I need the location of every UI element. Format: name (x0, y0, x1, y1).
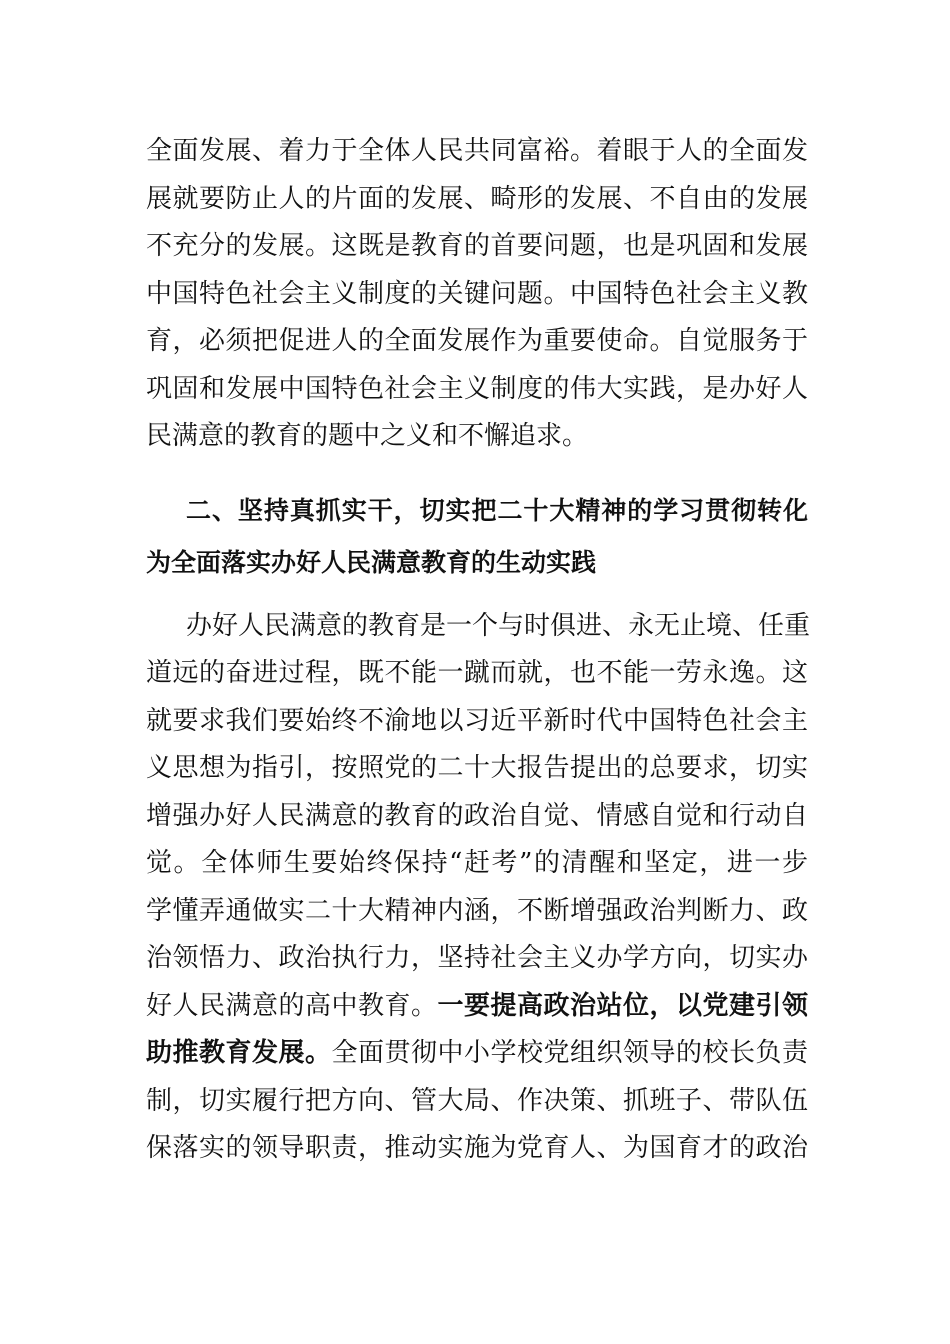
text-line: 保落实的领导职责，推动实施为党育人、为国育才的政治 (146, 1133, 808, 1163)
text-line: 巩固和发展中国特色社会主义制度的伟大实践，是办好人 (146, 373, 808, 404)
text-line: 觉。全体师生要始终保持“赶考”的清醒和坚定，进一步 (146, 848, 808, 878)
heading-line: 为全面落实办好人民满意教育的生动实践 (146, 547, 597, 577)
text-line: 中国特色社会主义制度的关键问题。中国特色社会主义教 (146, 278, 808, 309)
text-line: 育，必须把促进人的全面发展作为重要使命。自觉服务于 (146, 326, 808, 356)
text-line: 民满意的教育的题中之义和不懈追求。 (146, 421, 589, 451)
document-body (146, 128, 811, 1173)
paragraph-spacer (146, 461, 808, 485)
text-line: 就要求我们要始终不渝地以习近平新时代中国特色社会主 (146, 705, 808, 736)
section-heading (146, 485, 808, 589)
text-line: 展就要防止人的片面的发展、畸形的发展、不自由的发展 (146, 183, 808, 214)
bold-emphasis-text: 助推教育发展。 (146, 1038, 332, 1068)
text-line: 义思想为指引，按照党的二十大报告提出的总要求，切实 (146, 753, 808, 783)
heading-line: 二、坚持真抓实干，切实把二十大精神的学习贯彻转化 (186, 495, 808, 525)
plain-text: 全面贯彻中小学校党组织领导的校长负责 (331, 1038, 808, 1068)
text-line: 治领悟力、政治执行力，坚持社会主义办学方向，切实办 (146, 943, 808, 973)
text-line: 道远的奋进过程，既不能一蹴而就，也不能一劳永逸。这 (146, 658, 808, 688)
bold-emphasis-text: 一要提高政治站位，以党建引领 (437, 990, 808, 1021)
plain-text: 好人民满意的高中教育。 (146, 990, 438, 1021)
text-line: 增强办好人民满意的教育的政治自觉、情感自觉和行动自 (146, 800, 808, 831)
text-line: 不充分的发展。这既是教育的首要问题，也是巩固和发展 (146, 231, 808, 261)
text-line-mixed (146, 1030, 808, 1078)
paragraph-people-satisfied-education (146, 603, 811, 1173)
text-line: 办好人民满意的教育是一个与时俱进、永无止境、任重 (186, 610, 811, 641)
paragraph-common-prosperity (146, 128, 808, 461)
paragraph-spacer (146, 589, 808, 603)
text-line: 学懂弄通做实二十大精神内涵，不断增强政治判断力、政 (146, 895, 808, 926)
text-line-mixed (146, 983, 808, 1031)
text-line: 全面发展、着力于全体人民共同富裕。着眼于人的全面发 (146, 136, 808, 166)
text-line: 制，切实履行把方向、管大局、作决策、抓班子、带队伍 (146, 1085, 808, 1116)
